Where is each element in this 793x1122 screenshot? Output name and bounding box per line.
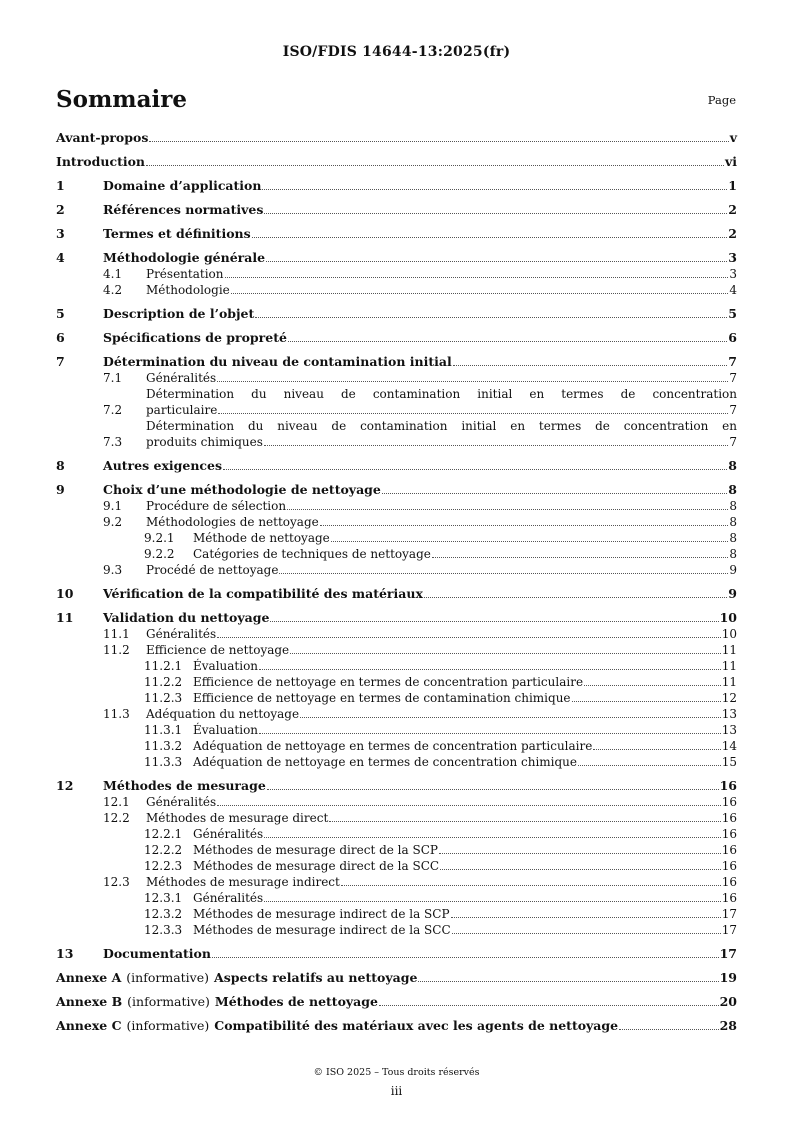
toc-leader — [584, 685, 721, 686]
toc-entry-number: 2 — [56, 202, 65, 217]
toc-entry-title[interactable]: Choix d’une méthodologie de nettoyage — [103, 482, 381, 497]
toc-entry-title[interactable]: Méthodes de mesurage — [103, 778, 266, 793]
toc-leader — [439, 853, 721, 854]
toc-entry[interactable] — [56, 874, 737, 890]
toc-entry-title[interactable]: Méthode de nettoyage — [193, 531, 330, 545]
toc-entry-number: 8 — [56, 458, 65, 473]
document-id: ISO/FDIS 14644-13:2025(fr) — [282, 44, 511, 60]
toc-entry-number: 7.1 — [103, 371, 123, 385]
toc-leader — [379, 1005, 719, 1006]
toc-entry-page[interactable]: 8 — [729, 547, 737, 561]
toc-entry-page[interactable]: 12 — [721, 691, 737, 705]
toc-leader — [264, 445, 729, 446]
toc-entry[interactable] — [56, 810, 737, 826]
toc-entry-number: 12.2 — [103, 811, 130, 825]
toc-leader — [287, 509, 728, 510]
toc-leader — [259, 733, 721, 734]
toc-entry-page[interactable]: 5 — [728, 306, 737, 321]
toc-leader — [432, 557, 729, 558]
toc-leader — [270, 621, 718, 622]
toc-leader — [453, 365, 728, 366]
page-title: Sommaire — [56, 86, 188, 113]
toc-entry-title[interactable]: Généralités — [193, 827, 264, 841]
toc-entry[interactable] — [56, 458, 737, 474]
toc-entry-title[interactable]: Vérification de la compatibilité des matériaux — [103, 586, 423, 601]
toc-leader — [320, 525, 729, 526]
toc-annex-type: (informative) — [127, 994, 210, 1009]
toc-entry-number: 13 — [56, 946, 74, 961]
toc-entry[interactable] — [56, 642, 737, 658]
toc-entry-page[interactable]: 7 — [729, 435, 737, 449]
toc-leader — [440, 869, 721, 870]
toc-entry-page[interactable]: 11 — [721, 659, 737, 673]
toc-entry-title[interactable]: Avant-propos — [56, 130, 149, 145]
toc-entry-page[interactable]: 17 — [721, 907, 737, 921]
toc-entry[interactable] — [56, 370, 737, 386]
toc-entry[interactable] — [56, 994, 737, 1010]
toc-entry-number: 9.2.2 — [144, 547, 175, 561]
toc-entry[interactable] — [56, 250, 737, 266]
toc-entry-title[interactable]: Efficience de nettoyage en termes de contamination chimique — [193, 691, 571, 705]
toc-entry-number: 11.2.2 — [144, 675, 183, 689]
toc-entry-page[interactable]: 8 — [729, 515, 737, 529]
toc-entry-title[interactable]: Détermination du niveau de contamination initial — [103, 354, 452, 369]
toc-leader — [266, 261, 727, 262]
toc-entry-number: 12.2.2 — [144, 843, 183, 857]
toc-entry-page[interactable]: 16 — [721, 795, 737, 809]
toc-entry[interactable] — [56, 658, 737, 674]
toc-leader — [341, 885, 721, 886]
toc-entry-number: 11.2.3 — [144, 691, 183, 705]
toc-entry[interactable] — [56, 514, 737, 530]
toc-entry[interactable] — [56, 202, 737, 218]
toc-entry-title[interactable]: Catégories de techniques de nettoyage — [193, 547, 431, 561]
toc-entry-title[interactable]: Détermination du niveau de contamination initial en termes de concentration — [146, 387, 737, 401]
toc-entry-page[interactable]: 11 — [721, 643, 737, 657]
toc-leader — [217, 381, 728, 382]
toc-entry-page[interactable]: 8 — [728, 482, 737, 497]
toc-entry[interactable] — [56, 674, 737, 690]
page-number: iii — [390, 1084, 403, 1098]
toc-entry-title[interactable]: Méthodes de mesurage direct de la SCC — [193, 859, 440, 873]
toc-leader — [223, 469, 727, 470]
toc-entry-page[interactable]: 7 — [728, 354, 737, 369]
toc-leader — [225, 277, 729, 278]
toc-entry-page[interactable]: 17 — [721, 923, 737, 937]
toc-leader — [593, 749, 720, 750]
toc-annex-label[interactable]: Annexe B — [56, 994, 123, 1009]
toc-leader — [262, 189, 727, 190]
toc-leader — [300, 717, 721, 718]
page-column-label: Page — [707, 93, 736, 107]
toc-entry-page[interactable]: 7 — [729, 371, 737, 385]
toc-leader — [452, 933, 721, 934]
toc-entry-number: 11.1 — [103, 627, 130, 641]
toc-entry[interactable] — [56, 626, 737, 642]
toc-entry-title[interactable]: Méthodes de mesurage indirect — [146, 875, 340, 889]
toc-leader — [382, 493, 727, 494]
toc-entry-title[interactable]: Méthodes de mesurage indirect de la SCC — [193, 923, 451, 937]
toc-entry-title[interactable]: Procédure de sélection — [146, 499, 287, 513]
toc-leader — [290, 653, 721, 654]
toc-entry-number: 11.3 — [103, 707, 130, 721]
toc-entry-number: 11.3.1 — [144, 723, 183, 737]
toc-entry-page[interactable]: 9 — [728, 586, 737, 601]
toc-entry-number: 1 — [56, 178, 65, 193]
toc-entry-title[interactable]: Généralités — [146, 795, 217, 809]
toc-leader — [329, 821, 720, 822]
toc-entry-title[interactable]: Efficience de nettoyage — [146, 643, 290, 657]
toc-entry-page[interactable]: 11 — [721, 675, 737, 689]
toc-entry-number: 12 — [56, 778, 74, 793]
copyright-footer: © ISO 2025 – Tous droits réservés — [313, 1067, 480, 1078]
toc-entry-page[interactable]: vi — [724, 154, 737, 169]
toc-entry-number: 7.3 — [103, 435, 123, 449]
toc-entry[interactable] — [56, 906, 737, 922]
toc-entry[interactable] — [56, 266, 737, 282]
toc-entry[interactable] — [56, 970, 737, 986]
toc-entry[interactable] — [56, 690, 737, 706]
toc-entry-number: 12.3.1 — [144, 891, 183, 905]
toc-entry-page[interactable]: 16 — [721, 843, 737, 857]
toc-entry-title[interactable]: Introduction — [56, 154, 146, 169]
toc-entry-number: 12.3.3 — [144, 923, 183, 937]
toc-entry[interactable] — [56, 130, 737, 146]
toc-entry-page[interactable]: 20 — [719, 994, 737, 1009]
toc-entry[interactable] — [56, 738, 737, 754]
toc-entry-title[interactable]: Détermination du niveau de contamination initial en termes de concentration en — [146, 419, 737, 433]
toc-entry[interactable] — [56, 722, 737, 738]
toc-entry-title[interactable]: Adéquation du nettoyage — [146, 707, 300, 721]
toc-entry-number: 10 — [56, 586, 74, 601]
toc-entry-title[interactable]: Efficience de nettoyage en termes de concentration particulaire — [193, 675, 584, 689]
toc-entry[interactable] — [56, 418, 737, 450]
toc-entry-page[interactable]: 2 — [728, 226, 737, 241]
toc-entry-page[interactable]: 2 — [728, 202, 737, 217]
toc-leader — [212, 957, 719, 958]
toc-leader — [572, 701, 721, 702]
toc-entry-title[interactable]: Évaluation — [193, 723, 259, 737]
toc-entry-number: 12.2.3 — [144, 859, 183, 873]
toc-entry-page[interactable]: 13 — [721, 723, 737, 737]
toc-entry-page[interactable]: 16 — [721, 875, 737, 889]
toc-entry-page[interactable]: 4 — [729, 283, 737, 297]
toc-entry-number: 11.3.3 — [144, 755, 183, 769]
toc-entry-page[interactable]: 3 — [728, 250, 737, 265]
toc-entry-number: 6 — [56, 330, 65, 345]
toc-entry-page[interactable]: 28 — [719, 1018, 737, 1033]
toc-entry-title[interactable]: Méthodes de mesurage direct — [146, 811, 329, 825]
toc-entry-title[interactable]: Méthodes de mesurage direct de la SCP — [193, 843, 438, 857]
toc-entry[interactable] — [56, 826, 737, 842]
toc-entry-title[interactable]: Méthodologie générale — [103, 250, 266, 265]
toc-entry-title[interactable]: Généralités — [146, 371, 217, 385]
toc-entry[interactable] — [56, 330, 737, 346]
toc-leader — [451, 917, 721, 918]
toc-entry[interactable] — [56, 842, 737, 858]
toc-entry-title[interactable]: Présentation — [146, 267, 224, 281]
toc-entry-page[interactable]: 17 — [719, 946, 737, 961]
toc-leader — [146, 165, 724, 166]
toc-leader — [255, 317, 727, 318]
toc-entry[interactable] — [56, 858, 737, 874]
toc-entry[interactable] — [56, 306, 737, 322]
toc-entry-page[interactable]: 9 — [729, 563, 737, 577]
toc-entry-page[interactable]: v — [729, 130, 737, 145]
toc-entry-number: 5 — [56, 306, 65, 321]
toc-entry-number: 3 — [56, 226, 65, 241]
toc-leader — [578, 765, 721, 766]
toc-leader — [279, 573, 728, 574]
toc-entry[interactable] — [56, 282, 737, 298]
toc-entry[interactable] — [56, 386, 737, 418]
toc-annex-label[interactable]: Annexe C — [56, 1018, 122, 1033]
toc-entry-page[interactable]: 16 — [719, 778, 737, 793]
toc-entry-number: 4 — [56, 250, 65, 265]
toc-entry[interactable] — [56, 794, 737, 810]
toc-leader — [264, 213, 727, 214]
toc-leader — [418, 981, 718, 982]
toc-entry-number: 12.2.1 — [144, 827, 183, 841]
toc-annex-type: (informative) — [126, 970, 210, 985]
toc-entry-page[interactable]: 10 — [719, 610, 737, 625]
toc-entry[interactable] — [56, 530, 737, 546]
table-of-contents — [56, 130, 737, 1034]
toc-entry[interactable] — [56, 482, 737, 498]
toc-entry-page[interactable]: 15 — [721, 755, 737, 769]
toc-entry-number: 9.2.1 — [144, 531, 175, 545]
toc-entry-title[interactable]: Spécifications de propreté — [103, 330, 287, 345]
toc-entry[interactable] — [56, 778, 737, 794]
toc-entry-page[interactable]: 1 — [728, 178, 737, 193]
toc-leader — [231, 293, 729, 294]
toc-entry-number: 9.3 — [103, 563, 123, 577]
toc-annex-label[interactable]: Annexe A — [56, 970, 122, 985]
toc-entry-title[interactable]: Généralités — [193, 891, 264, 905]
toc-entry[interactable] — [56, 946, 737, 962]
toc-entry-title[interactable]: Aspects relatifs au nettoyage — [214, 970, 418, 985]
toc-entry[interactable] — [56, 890, 737, 906]
toc-entry[interactable] — [56, 754, 737, 770]
toc-entry-title[interactable]: Documentation — [103, 946, 211, 961]
toc-entry[interactable] — [56, 1018, 737, 1034]
toc-leader — [288, 341, 727, 342]
toc-entry[interactable] — [56, 610, 737, 626]
toc-entry-title[interactable]: Références normatives — [103, 202, 264, 217]
toc-entry-title[interactable]: Autres exigences — [103, 458, 223, 473]
toc-entry-title[interactable]: Méthodes de mesurage indirect de la SCP — [193, 907, 450, 921]
toc-entry-number: 11 — [56, 610, 74, 625]
toc-entry-number: 9.2 — [103, 515, 123, 529]
toc-entry-number: 7.2 — [103, 403, 123, 417]
toc-entry-number: 4.1 — [103, 267, 123, 281]
toc-entry[interactable] — [56, 178, 737, 194]
toc-leader — [619, 1029, 718, 1030]
toc-entry-title[interactable]: Adéquation de nettoyage en termes de concentration chimique — [193, 755, 578, 769]
toc-entry-title[interactable]: Validation du nettoyage — [103, 610, 270, 625]
toc-leader — [259, 669, 721, 670]
toc-entry-page[interactable]: 7 — [729, 403, 737, 417]
toc-entry-number: 11.3.2 — [144, 739, 183, 753]
toc-entry-page[interactable]: 6 — [728, 330, 737, 345]
toc-entry-page[interactable]: 8 — [729, 499, 737, 513]
toc-entry-page[interactable]: 16 — [721, 891, 737, 905]
toc-entry-number: 11.2 — [103, 643, 130, 657]
toc-entry-title[interactable]: Domaine d’application — [103, 178, 262, 193]
toc-entry-title[interactable]: Termes et définitions — [103, 226, 251, 241]
toc-entry-number: 4.2 — [103, 283, 123, 297]
toc-entry[interactable] — [56, 562, 737, 578]
toc-entry-page[interactable]: 3 — [729, 267, 737, 281]
toc-entry-page[interactable]: 16 — [721, 827, 737, 841]
toc-leader — [264, 837, 721, 838]
toc-entry-number: 12.3 — [103, 875, 130, 889]
toc-entry[interactable] — [56, 498, 737, 514]
toc-leader — [252, 237, 728, 238]
toc-entry-title[interactable]: Procédé de nettoyage — [146, 563, 279, 577]
toc-entry-title-continued[interactable]: particulaire — [146, 403, 218, 417]
toc-entry[interactable] — [56, 706, 737, 722]
toc-entry-page[interactable]: 16 — [721, 811, 737, 825]
toc-entry-number: 11.2.1 — [144, 659, 183, 673]
toc-leader — [264, 901, 721, 902]
toc-leader — [267, 789, 719, 790]
toc-leader — [424, 597, 727, 598]
toc-entry-number: 9 — [56, 482, 65, 497]
toc-entry[interactable] — [56, 354, 737, 370]
toc-entry-page[interactable]: 13 — [721, 707, 737, 721]
toc-entry[interactable] — [56, 546, 737, 562]
toc-entry-number: 9.1 — [103, 499, 123, 513]
toc-entry-page[interactable]: 14 — [721, 739, 737, 753]
toc-entry-title[interactable]: Adéquation de nettoyage en termes de concentration particulaire — [193, 739, 593, 753]
toc-entry-page[interactable]: 16 — [721, 859, 737, 873]
toc-entry-title[interactable]: Évaluation — [193, 659, 259, 673]
toc-leader — [217, 805, 721, 806]
toc-entry-page[interactable]: 10 — [721, 627, 737, 641]
toc-entry[interactable] — [56, 154, 737, 170]
toc-entry-title[interactable]: Compatibilité des matériaux avec les agents de nettoyage — [214, 1018, 619, 1033]
toc-entry-title[interactable]: Description de l’objet — [103, 306, 255, 321]
toc-entry-page[interactable]: 8 — [728, 458, 737, 473]
toc-entry-page[interactable]: 8 — [729, 531, 737, 545]
toc-entry-title[interactable]: Méthodologie — [146, 283, 230, 297]
toc-entry-title-continued[interactable]: produits chimiques — [146, 435, 263, 449]
toc-entry-title[interactable]: Méthodologies de nettoyage — [146, 515, 319, 529]
toc-entry-number: 12.1 — [103, 795, 130, 809]
toc-annex-type: (informative) — [126, 1018, 210, 1033]
toc-entry-title[interactable]: Généralités — [146, 627, 217, 641]
toc-entry[interactable] — [56, 922, 737, 938]
toc-leader — [331, 541, 729, 542]
toc-entry-number: 7 — [56, 354, 65, 369]
toc-leader — [217, 637, 721, 638]
toc-entry[interactable] — [56, 586, 737, 602]
toc-leader — [149, 141, 728, 142]
toc-entry-number: 12.3.2 — [144, 907, 183, 921]
toc-entry-title[interactable]: Méthodes de nettoyage — [214, 994, 378, 1009]
toc-entry[interactable] — [56, 226, 737, 242]
toc-leader — [218, 413, 728, 414]
toc-entry-page[interactable]: 19 — [719, 970, 737, 985]
